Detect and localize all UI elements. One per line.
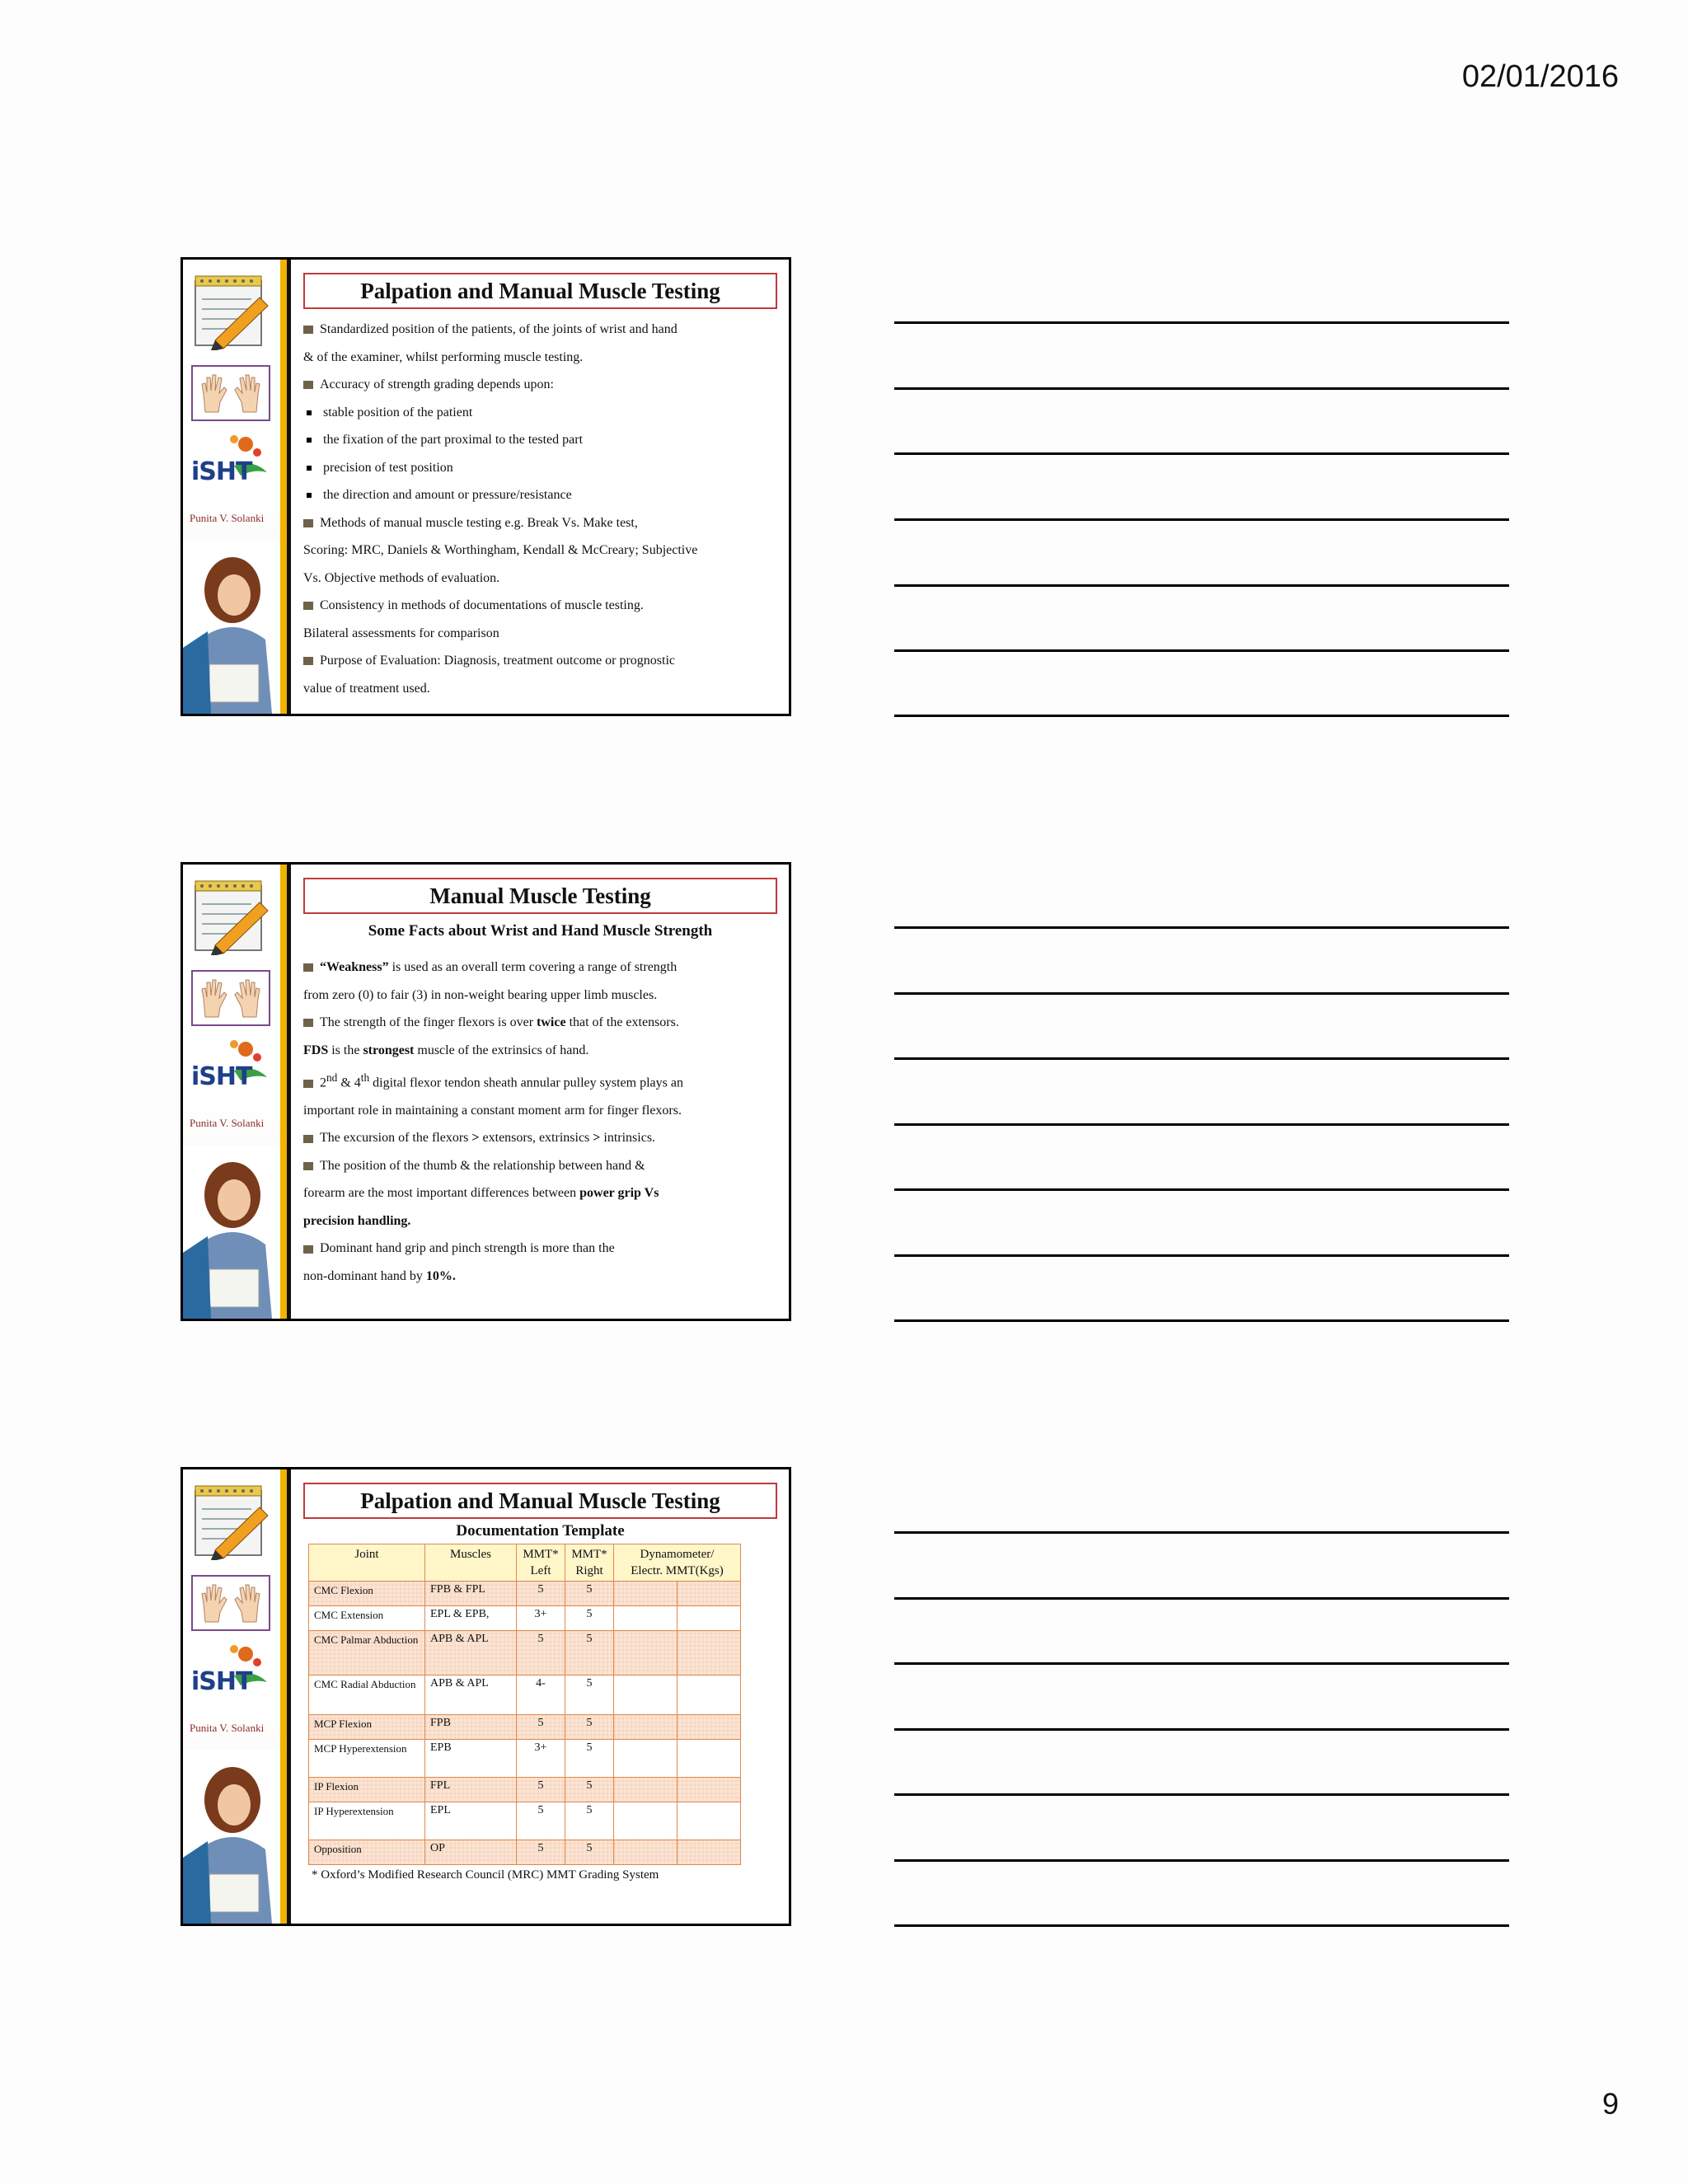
muscles-cell: FPB — [425, 1715, 517, 1740]
author-name: Punita V. Solanki — [190, 1117, 265, 1129]
square-bullet-icon — [303, 963, 313, 972]
joint-cell: MCP Flexion — [309, 1715, 425, 1740]
muscles-cell: FPB & FPL — [425, 1582, 517, 1606]
muscles-cell: EPL — [425, 1802, 517, 1840]
table-row — [309, 1802, 741, 1840]
dynamometer-cell — [678, 1675, 741, 1715]
dynamometer-cell — [614, 1778, 678, 1802]
list-item: Accuracy of strength grading depends upon: — [303, 371, 777, 399]
mmt-left-cell: 5 — [517, 1582, 565, 1606]
joint-cell: CMC Extension — [309, 1606, 425, 1631]
square-bullet-icon — [303, 381, 313, 389]
student-photo — [183, 541, 280, 714]
joint-cell: Opposition — [309, 1840, 425, 1865]
square-bullet-icon — [303, 657, 313, 665]
dynamometer-cell — [678, 1840, 741, 1865]
note-line — [894, 1728, 1509, 1731]
muscles-cell: EPL & EPB, — [425, 1606, 517, 1631]
ishtr-logo: iSHT — [188, 434, 270, 492]
list-item: 2nd & 4th digital flexor tendon sheath annular pulley system plays an — [303, 1064, 777, 1097]
dynamometer-cell — [614, 1715, 678, 1740]
dynamometer-cell — [614, 1582, 678, 1606]
mmt-right-cell: 5 — [565, 1778, 614, 1802]
square-bullet-icon — [303, 519, 313, 527]
table-row — [309, 1606, 741, 1631]
list-item: Purpose of Evaluation: Diagnosis, treatment outcome or prognostic — [303, 647, 777, 675]
mmt-right-cell: 5 — [565, 1606, 614, 1631]
mmt-left-cell: 5 — [517, 1802, 565, 1840]
dynamometer-cell — [678, 1606, 741, 1631]
list-item: “Weakness” is used as an overall term covering a range of strength — [303, 954, 777, 982]
note-line — [894, 584, 1509, 587]
list-item: Scoring: MRC, Daniels & Worthingham, Kendall & McCreary; Subjective — [303, 543, 698, 557]
sub-list-item: the fixation of the part proximal to the tested part — [303, 426, 777, 454]
table-row — [309, 1778, 741, 1802]
accent-stripe-dark — [287, 1469, 291, 1924]
note-line — [894, 1123, 1509, 1126]
dynamometer-cell — [678, 1631, 741, 1675]
list-item: The excursion of the flexors > extensors, extrinsics > intrinsics. — [303, 1124, 777, 1152]
mmt-left-cell: 4- — [517, 1675, 565, 1715]
column-header: Joint — [309, 1544, 425, 1582]
dynamometer-cell — [614, 1840, 678, 1865]
dot-bullet-icon — [307, 493, 312, 498]
dynamometer-cell — [614, 1740, 678, 1778]
notepad-icon — [190, 273, 273, 350]
dynamometer-cell — [614, 1675, 678, 1715]
note-line — [894, 1793, 1509, 1796]
dynamometer-cell — [614, 1606, 678, 1631]
accent-stripe-dark — [287, 865, 291, 1319]
page-number: 9 — [1601, 2087, 1619, 2121]
square-bullet-icon — [303, 1162, 313, 1170]
table-row — [309, 1715, 741, 1740]
list-item: Consistency in methods of documentations of muscle testing. — [303, 592, 777, 620]
slide-content — [303, 878, 777, 1290]
table-footnote: * Oxford’s Modified Research Council (MRC) MMT Grading System — [312, 1868, 659, 1882]
sub-list-item: precision of test position — [303, 454, 777, 482]
muscles-cell: OP — [425, 1840, 517, 1865]
mmt-right-cell: 5 — [565, 1715, 614, 1740]
note-line — [894, 1319, 1509, 1322]
list-item: Methods of manual muscle testing e.g. Break Vs. Make test, — [303, 509, 777, 537]
mmt-right-cell: 5 — [565, 1840, 614, 1865]
note-line — [894, 1531, 1509, 1534]
slide-sidebar — [183, 1469, 280, 1924]
mmt-left-cell: 3+ — [517, 1740, 565, 1778]
joint-cell: CMC Radial Abduction — [309, 1675, 425, 1715]
table-header-row — [309, 1544, 741, 1582]
dot-bullet-icon — [307, 410, 312, 415]
list-item: precision handling. — [303, 1213, 411, 1228]
column-header: MMT* Right — [565, 1544, 614, 1582]
slide-content — [303, 273, 777, 702]
note-line — [894, 649, 1509, 652]
note-line — [894, 992, 1509, 995]
dot-bullet-icon — [307, 466, 312, 471]
ishtr-logo: iSHT — [188, 1644, 270, 1702]
student-photo — [183, 1146, 280, 1319]
joint-cell: CMC Palmar Abduction — [309, 1631, 425, 1675]
slide-2 — [181, 862, 791, 1321]
note-line — [894, 926, 1509, 929]
note-line — [894, 1859, 1509, 1862]
note-line — [894, 452, 1509, 455]
list-item: from zero (0) to fair (3) in non-weight bearing upper limb muscles. — [303, 987, 658, 1002]
ishtr-logo: iSHT — [188, 1039, 270, 1097]
note-line — [894, 1188, 1509, 1191]
mmt-right-cell: 5 — [565, 1582, 614, 1606]
slide-1 — [181, 257, 791, 716]
accent-stripe-dark — [287, 260, 291, 714]
slide-title: Palpation and Manual Muscle Testing — [303, 1483, 777, 1519]
dynamometer-cell — [614, 1802, 678, 1840]
sub-list-item: stable position of the patient — [303, 399, 777, 427]
author-name: Punita V. Solanki — [190, 512, 265, 524]
dot-bullet-icon — [307, 438, 312, 443]
notepad-icon — [190, 878, 273, 955]
square-bullet-icon — [303, 1019, 313, 1027]
note-line — [894, 1057, 1509, 1060]
note-line — [894, 518, 1509, 521]
right-hand-icon — [233, 1582, 263, 1624]
dynamometer-cell — [678, 1582, 741, 1606]
hands-image — [191, 1575, 270, 1631]
square-bullet-icon — [303, 326, 313, 334]
muscles-cell: APB & APL — [425, 1675, 517, 1715]
dynamometer-cell — [678, 1778, 741, 1802]
note-line — [894, 1924, 1509, 1927]
hands-image — [191, 970, 270, 1026]
note-line — [894, 387, 1509, 390]
slide-content — [303, 1483, 777, 1882]
slide-title: Palpation and Manual Muscle Testing — [303, 273, 777, 309]
mmt-left-cell: 5 — [517, 1778, 565, 1802]
right-hand-icon — [233, 977, 263, 1019]
table-row — [309, 1740, 741, 1778]
list-item: The strength of the finger flexors is over twice that of the extensors. — [303, 1009, 777, 1037]
note-line — [894, 1597, 1509, 1600]
note-line — [894, 321, 1509, 324]
list-item: value of treatment used. — [303, 681, 430, 696]
accent-stripe — [280, 260, 287, 714]
list-item: Bilateral assessments for comparison — [303, 626, 499, 640]
list-item: Dominant hand grip and pinch strength is more than the — [303, 1235, 777, 1263]
slide-sidebar — [183, 260, 280, 714]
dynamometer-cell — [678, 1740, 741, 1778]
mmt-left-cell: 5 — [517, 1631, 565, 1675]
author-name: Punita V. Solanki — [190, 1722, 265, 1734]
column-header: MMT* Left — [517, 1544, 565, 1582]
mmt-left-cell: 5 — [517, 1715, 565, 1740]
list-item: & of the examiner, whilst performing muscle testing. — [303, 349, 584, 364]
accent-stripe — [280, 1469, 287, 1924]
mmt-left-cell: 5 — [517, 1840, 565, 1865]
documentation-table — [308, 1544, 741, 1865]
joint-cell: IP Hyperextension — [309, 1802, 425, 1840]
notepad-icon — [190, 1483, 273, 1560]
list-item: Vs. Objective methods of evaluation. — [303, 570, 500, 585]
page-date: 02/01/2016 — [1461, 59, 1619, 94]
slide-title: Manual Muscle Testing — [303, 878, 777, 914]
square-bullet-icon — [303, 1245, 313, 1254]
table-row — [309, 1675, 741, 1715]
mmt-right-cell: 5 — [565, 1631, 614, 1675]
dynamometer-cell — [678, 1802, 741, 1840]
slide-sidebar — [183, 865, 280, 1319]
note-line — [894, 1254, 1509, 1257]
note-line — [894, 1662, 1509, 1665]
right-hand-icon — [233, 373, 263, 414]
column-header: Dynamometer/ Electr. MMT(Kgs) — [614, 1544, 741, 1582]
slide-3 — [181, 1467, 791, 1926]
mmt-right-cell: 5 — [565, 1802, 614, 1840]
joint-cell: IP Flexion — [309, 1778, 425, 1802]
list-item: forearm are the most important differences between power grip Vs — [303, 1186, 659, 1201]
table-row — [309, 1582, 741, 1606]
muscles-cell: APB & APL — [425, 1631, 517, 1675]
left-hand-icon — [199, 373, 228, 414]
mmt-left-cell: 3+ — [517, 1606, 565, 1631]
mmt-right-cell: 5 — [565, 1675, 614, 1715]
note-line — [894, 715, 1509, 717]
dynamometer-cell — [614, 1631, 678, 1675]
joint-cell: CMC Flexion — [309, 1582, 425, 1606]
left-hand-icon — [199, 1582, 228, 1624]
slide-subtitle: Some Facts about Wrist and Hand Muscle Strength — [368, 922, 713, 940]
joint-cell: MCP Hyperextension — [309, 1740, 425, 1778]
list-item: important role in maintaining a constant moment arm for finger flexors. — [303, 1103, 682, 1118]
table-row — [309, 1631, 741, 1675]
list-item: non-dominant hand by 10%. — [303, 1268, 456, 1283]
list-item: FDS is the strongest muscle of the extrinsics of hand. — [303, 1043, 589, 1057]
muscles-cell: EPB — [425, 1740, 517, 1778]
accent-stripe — [280, 865, 287, 1319]
sub-list-item: the direction and amount or pressure/resistance — [303, 481, 777, 509]
dynamometer-cell — [678, 1715, 741, 1740]
left-hand-icon — [199, 977, 228, 1019]
square-bullet-icon — [303, 602, 313, 610]
student-photo — [183, 1750, 280, 1924]
column-header: Muscles — [425, 1544, 517, 1582]
table-row — [309, 1840, 741, 1865]
muscles-cell: FPL — [425, 1778, 517, 1802]
hands-image — [191, 365, 270, 421]
square-bullet-icon — [303, 1080, 313, 1088]
list-item: The position of the thumb & the relationship between hand & — [303, 1152, 777, 1180]
table-title: Documentation Template — [456, 1522, 625, 1540]
list-item: Standardized position of the patients, of the joints of wrist and hand — [303, 316, 777, 344]
mmt-right-cell: 5 — [565, 1740, 614, 1778]
square-bullet-icon — [303, 1135, 313, 1143]
